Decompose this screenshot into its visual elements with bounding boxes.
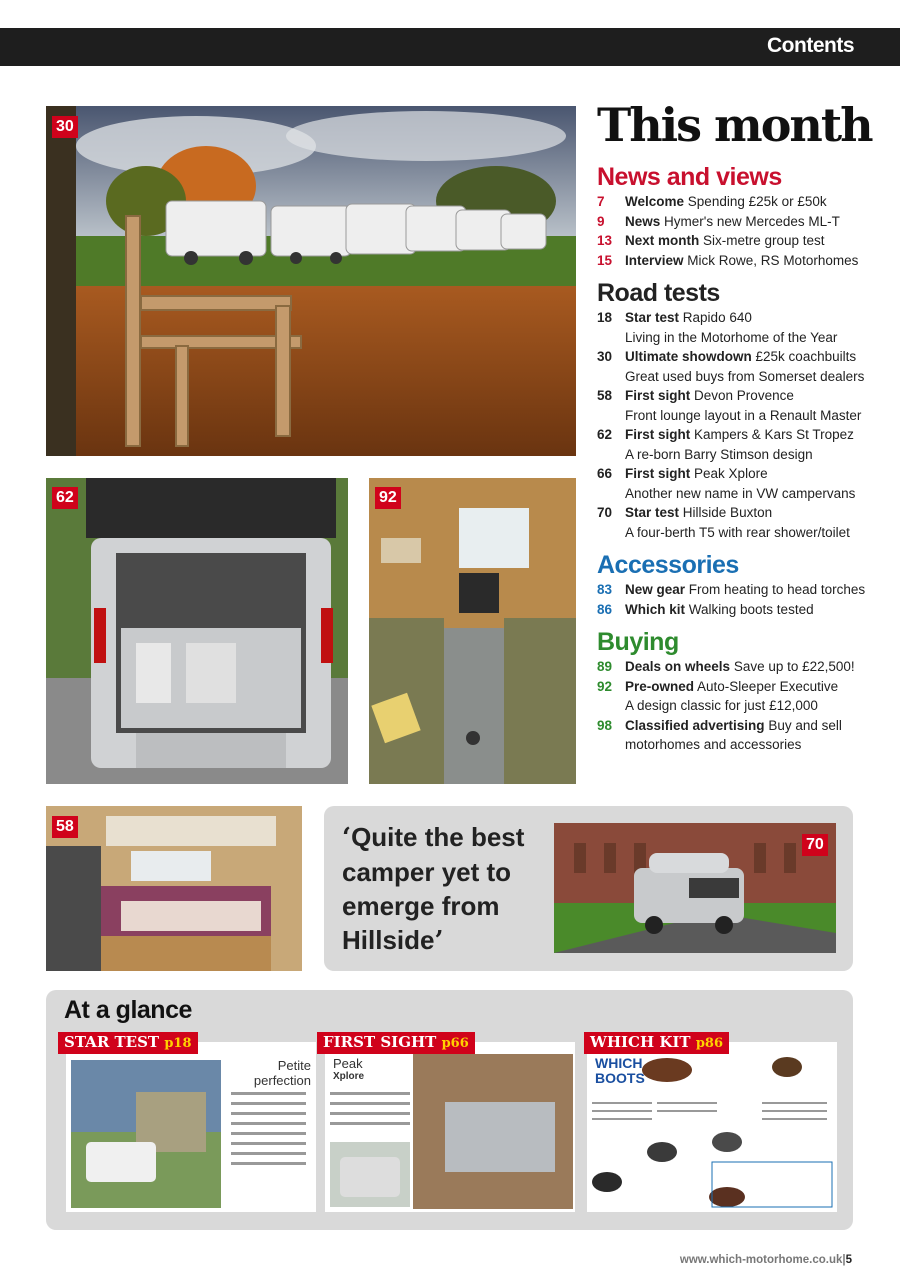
- header-bar: [0, 28, 900, 66]
- contents-list: [597, 96, 887, 755]
- news-section-title: News and views: [597, 163, 782, 191]
- list-item[interactable]: 15 Interview Mick Rowe, RS Motorhomes: [597, 252, 859, 268]
- star-test-label: STAR TEST p18: [58, 1032, 198, 1054]
- spread-first-sight[interactable]: [325, 1042, 575, 1212]
- accessories-list: [597, 580, 887, 619]
- list-item[interactable]: 9 News Hymer's new Mercedes ML-T: [597, 213, 840, 229]
- list-item[interactable]: 92 Pre-owned Auto-Sleeper Executive A design classic for just £12,000: [597, 678, 839, 713]
- page-number: 5: [845, 1254, 852, 1266]
- list-item[interactable]: 62 First sight Kampers & Kars St Tropez A re-born Barry Stimson design: [597, 427, 854, 462]
- photo-hillside-buxton: [554, 823, 836, 953]
- page-tag-58: 58: [52, 816, 78, 838]
- pull-quote: ‘Quite the best camper yet to emerge from Hillside’: [342, 822, 525, 956]
- spread-headline: Petite perfection: [253, 1058, 311, 1088]
- spread-star-test[interactable]: [66, 1042, 316, 1212]
- page-tag-30: 30: [52, 116, 78, 138]
- news-list: [597, 192, 887, 270]
- list-item[interactable]: 18 Star test Rapido 640 Living in the Motorhome of the Year: [597, 310, 838, 345]
- list-item[interactable]: 70 Star test Hillside Buxton A four-berth T5 with rear shower/toilet: [597, 505, 850, 540]
- list-item[interactable]: 83 New gear From heating to head torches: [597, 582, 866, 597]
- list-item[interactable]: 89 Deals on wheels Save up to £22,500!: [597, 659, 855, 674]
- list-item[interactable]: 30 Ultimate showdown £25k coachbuilts Great used buys from Somerset dealers: [597, 349, 865, 384]
- photo-motorhomes-park: [46, 106, 576, 456]
- list-item[interactable]: 86 Which kit Walking boots tested: [597, 601, 814, 617]
- list-item[interactable]: 98 Classified advertising Buy and sell motorhomes and accessories: [597, 717, 842, 752]
- first-sight-label: FIRST SIGHT p66: [317, 1032, 475, 1054]
- section-title: Contents: [767, 34, 854, 57]
- page-tag-62: 62: [52, 487, 78, 509]
- footer-url[interactable]: www.which-motorhome.co.uk: [679, 1254, 843, 1266]
- page-footer: [680, 1254, 852, 1266]
- buying-list: [597, 657, 887, 755]
- at-a-glance-panel: [46, 990, 853, 1230]
- spread-which-kit[interactable]: [587, 1042, 837, 1212]
- which-kit-label: WHICH KIT p86: [584, 1032, 729, 1054]
- buying-section-title: Buying: [597, 628, 679, 656]
- spread-headline: Peak: [333, 1056, 363, 1071]
- this-month-title: This month: [597, 98, 872, 152]
- page-tag-70: 70: [802, 834, 828, 856]
- road-tests-section-title: Road tests: [597, 279, 720, 307]
- photo-interior-executive: [369, 478, 576, 784]
- spread-headline: WHICH BOOTS: [595, 1055, 645, 1086]
- spread-subhead: Xplore: [333, 1071, 365, 1082]
- photo-lounge-provence: [46, 806, 302, 971]
- page-tag-92: 92: [375, 487, 401, 509]
- road-tests-list: [597, 308, 887, 542]
- at-a-glance-title: At a glance: [64, 996, 192, 1024]
- photo-van-rear: [46, 478, 348, 784]
- footer-separator: |: [842, 1254, 846, 1266]
- quote-panel: [324, 806, 853, 971]
- list-item[interactable]: 66 First sight Peak Xplore Another new name in VW campervans: [597, 466, 856, 501]
- list-item[interactable]: 58 First sight Devon Provence Front lounge layout in a Renault Master: [597, 388, 862, 423]
- list-item[interactable]: 7 Welcome Spending £25k or £50k: [597, 194, 827, 209]
- list-item[interactable]: 13 Next month Six-metre group test: [597, 233, 825, 248]
- accessories-section-title: Accessories: [597, 551, 739, 579]
